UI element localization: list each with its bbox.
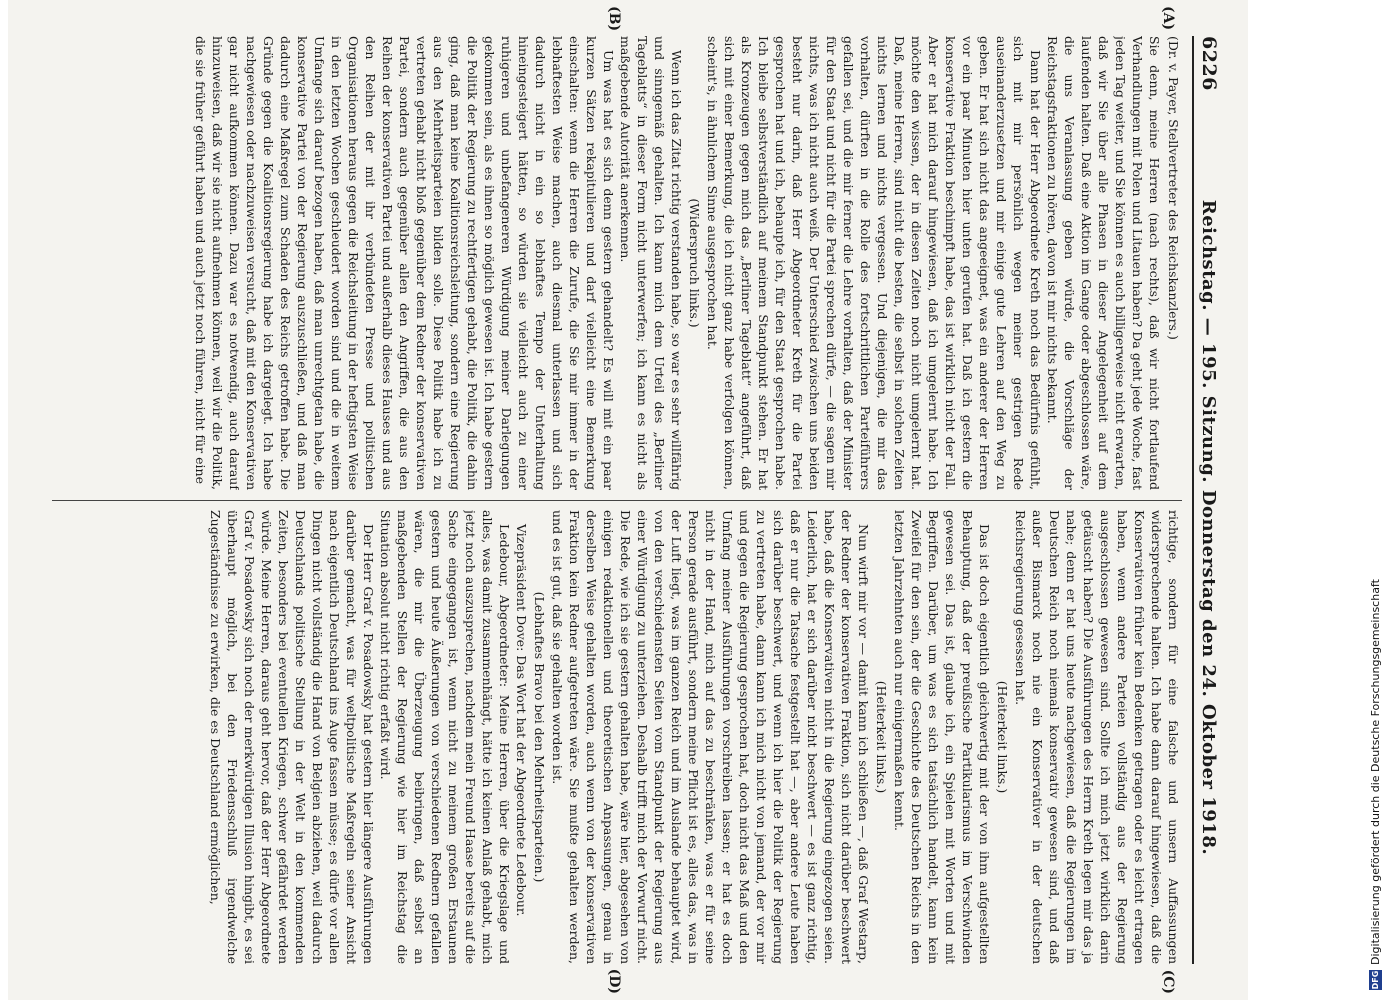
paragraph: Um was hat es sich denn gestern gehandelt? Es will mit ein paar kurzen Sätzen rekapitulieren und darf vielleicht eine Bemerkung einschalten: wenn die Herren die Zurufe, die Sie mir immer in der lebhaftesten Weise machen, auch diesmal unterlassen und sich dadurch nicht in ein so lebhaftes Tempo der Unterhaltung hineingesteigert hätten, so würden sie vielleicht auch zu einer ruhigeren und unbefangeneren Würdigung meiner Darlegungen gekommen sein, als es ihnen so möglich gewesen ist. Ich habe gestern die Politik der Regierung zu rechtfertigen gehabt, die Politik, die dahin ging, daß man keine Koalitionsreichsleitung, sondern eine Regierung aus den Mehrheitsparteien bilden solle. Diese Politik habe ich zu vertreten gehabt nicht bloß gegenüber dem Redner der konservativen Partei, sondern auch gegenüber allen den Angriffen, die aus den Reihen der konservativen Partei und außerhalb dieses Hauses und aus den Reihen der mit ihr verbündeten Presse und politischen Organisationen heraus gegen die Reichsleitung in der heftigsten Weise in den letzten Wochen geschleudert worden sind und die in weitem Umfange sich darauf bezogen haben, daß man unrechtgetan habe, die konservative Partei von der Regierung auszuschließen, und daß man dadurch eine Maßregel zum Schaden des Reichs getroffen habe. Die Gründe gegen die Koalitionsregierung habe ich dargelegt. Ich habe nachgewiesen oder nachzuweisen versucht, daß mit den Konservativen gar nicht aufkommen können. Dazu war es notwendig, auch darauf hinzuweisen, daß wir sie nicht aufnehmen können, weil wir die Politik, die sie früher geführt haben und auch jetzt noch führen, nicht für eine [193, 36, 616, 490]
column-divider [52, 500, 1182, 501]
margin-letter-a: (A) [1160, 6, 1176, 31]
paragraph: Der Herr Graf v. Posadowsky hat gestern hier längere Ausführungen darüber gemacht, was für weltpolitische Maßregeln seiner Ansicht nach eigentlich Deutschland ins Auge fassen müsse; es dürfe vor allen Dingen nicht vollständig die Hand von Belgien abziehen, weil dadurch Deutschlands politische Stellung in der Welt in den kommenden Zeiten, besonders bei eventuellen Kriegen, schwer gefährdet werden würde. Meine Herren, daraus geht hervor, daß der Herr Abgeordnete Graf v. Posadowsky sich noch der merkwürdigen Illusion hingibt, es sei überhaupt möglich, bei den Friedensschluß irgendwelche Zugeständnisse zu erwirken, die es Deutschland ermöglichen, [208, 510, 376, 964]
credit-sidebar [1357, 0, 1383, 1000]
dfg-logo-icon: DFG [1370, 970, 1380, 990]
interjection: (Heiterkeit links.) [874, 680, 889, 794]
text-columns [52, 6, 1182, 994]
interjection: (Lebhaftes Bravo bei den Mehrheitsparteien.) [532, 591, 547, 883]
paragraph: Dann hat der Herr Abgeordnete Kreth noch das Bedürfnis gefühlt, sich mit mir persönlich wegen meiner gestrigen Rede auseinanderzusetzen und mir einige gute Lehren auf den Weg zu geben. Er hat sich nicht das angeeignet, was ein anderer der Herren vor ein paar Minuten hier unten gerufen hat. Daß ich gestern die konservative Fraktion beschimpft habe, das ist wirklich nicht der Fall. Aber er hat mich darauf hingewiesen, daß ich umgelernt habe. Ich möchte den wissen, der in diesen Zeiten noch nicht umgelernt hat. Daß, meine Herren, sind nicht die besten, die selbst in solchen Zeiten nichts lernen und nichts vergessen. Und diejenigen, die mir das vorhalten, dürften in die Rolle des fortschrittlichen Parteiführers gefallen sei, und die mir ferner die Lehre vorhalten, daß der Minister für den Staat und nicht für die Partei sprechen dürfe, — die sagen mir nichts, was ich nicht auch weiß. Der Unterschied zwischen uns beiden besteht nur darin, daß Herr Abgeordneter Kreth für die Partei gesprochen hat und ich, behaupte ich, für den Staat gesprochen habe. Ich bleibe selbstverständlich auf meinem Standpunkt stehen. Er hat als Kronzeugen gegen mich das „Berliner Tageblatt“ angeführt, daß sich mit einer Bemerkung, die ich nicht ganz habe verfolgen können, scheint's, in ähnlichem Sinne ausgesprochen hat. [705, 36, 1043, 490]
vice-president-line: Vizepräsident Dove: Das Wort hat der Abgeordnete Ledebour. [514, 524, 529, 917]
speaker-attribution: (Dr. v. Payer, Stellvertreter des Reichskanzlers.) [1166, 36, 1181, 340]
page-title: Reichstag. — 195. Sitzung. Donnerstag den 24. Oktober 1918. [1198, 199, 1219, 856]
interjection: (Heiterkeit links.) [995, 680, 1010, 794]
margin-letter-d: (D) [606, 968, 622, 994]
page-number: 6226 [1198, 36, 1220, 91]
page-header [1192, 36, 1220, 964]
left-column [52, 36, 1182, 490]
paragraph: richtige, sondern für eine falsche und unsern Auffassungen widersprechende halten. Ich habe dann darauf hingewiesen, daß die Konservativen früher kein Bedenken getragen oder es leicht ertragen haben, wenn andere Parteien vollständig aus der Regierung ausgeschlossen gewesen sind. Sollte ich mich jetzt wirklich darin getäuscht haben? Die Ausführungen des Herrn Kreth legen mir das ja nahe; denn er hat uns heute nachgewiesen, daß die Regierungen im Deutschen Reich noch niemals konservativ gewesen sind, und daß außer Bismarck noch nie ein Konservativer in der deutschen Reichsregierung gesessen hat. [1013, 510, 1181, 964]
interjection: (Widerspruch links.) [687, 198, 702, 328]
paragraph: Das ist doch eigentlich gleichwertig mit der von ihm aufgestellten Behauptung, daß der preußische Partikularismus im Verschwinden gewesen sei. Das ist, glaube ich, ein Spielen mit Worten und mit Begriffen. Darüber, um was es sich tatsächlich handelt, kann kein Zweifel für den sein, der die Geschichte des Deutschen Reichs in den letzten Jahrzehnten auch nur einigermaßen kennt. [892, 510, 992, 964]
credit-line [1362, 0, 1383, 990]
margin-letter-b: (B) [606, 6, 622, 32]
credit-text: Digitalisierung gefördert durch die Deutsche Forschungsgemeinschaft [1368, 579, 1382, 965]
paragraph: Nun wirft mir vor — damit kann ich schließen —, daß Graf Westarp, der Redner der konservativen Fraktion, sich nicht darüber beschwert habe, daß die Konservativen nicht in die Regierung eingezogen seien. Leiderlich, hat er sich darüber nicht beschwert — es ist ganz richtig, daß er nur die Tatsache festgestellt hat —, aber andere Leute haben sich darüber beschwert, und wenn ich hier die Politik der Regierung zu vertreten habe, dann kann ich mich nicht von jemand, der vor mir und gegen die Regierung gesprochen hat, doch nicht das Maß und den Umfang meiner Ausführungen vorschreiben lassen; er hat es doch nicht in der Hand, mich auf das zu beschränken, was er für seine Person gerade ausführt, sondern meine Pflicht ist es, alles das, was in der Luft liegt, was im ganzen Reich und im Auslande behauptet wird, von den verschiedensten Seiten vom Standpunkt der Regierung aus einer Würdigung zu unterziehen. Deshalb trifft mich der Vorwurf nicht. Die Rede, wie ich sie gestern gehalten habe, wäre hier, abgesehen von einigen redaktionellen und theoretischen Anpassungen, genau in derselben Weise gehalten worden, auch wenn von der konservativen Fraktion kein Redner aufgetreten wäre. Sie mußte gehalten werden, und es ist gut, daß sie gehalten worden ist. [550, 510, 871, 964]
right-column [52, 510, 1182, 964]
margin-letter-c: (C) [1160, 969, 1176, 994]
newspaper-page [8, 0, 1248, 1000]
paragraph: Wenn ich das Zitat richtig verstanden habe, so war es sehr willfährig und sinngemäß gehalten. Ich kann mich dem Urteil des „Berliner Tageblatts“ in dieser Form nicht unterwerfen; ich kann es nicht als maßgebende Autorität anerkennen. [618, 36, 684, 490]
paragraph: Sie denn, meine Herren (nach rechts), daß wir nicht fortlaufend Verhandlungen mit Polen und Litauen haben? Da geht jede Woche, fast jeden Tag weiter, und Sie können es auch billigerweise nicht erwarten, daß wir Sie über alle Phasen in dieser Angelegenheit auf dem laufenden halten. Daß eine Aktion im Gange oder abgeschlossen wäre, die uns Veranlassung geben würde, die Vorschläge der Reichstagsfraktionen zu hören, davon ist mir nichts bekannt. [1045, 36, 1162, 490]
speech-ledebour: Ledebour, Abgeordneter: Meine Herren, über die Kriegslage und alles, was damit zusammenhängt, hätte ich keinen Anlaß gehabt, mich jetzt noch auszusprechen, nachdem mein Freund Haase bereits auf die Sache eingegangen ist, wenn nicht zu meinem großen Erstaunen gestern und heute Äußerungen von verschiedenen Rednern gefallen wären, die mir die Überzeugung beibringen, daß selbst an maßgebenden Stellen der Regierung wie hier im Reichstag die Situation absolut nicht richtig erfaßt wird. [378, 510, 512, 964]
